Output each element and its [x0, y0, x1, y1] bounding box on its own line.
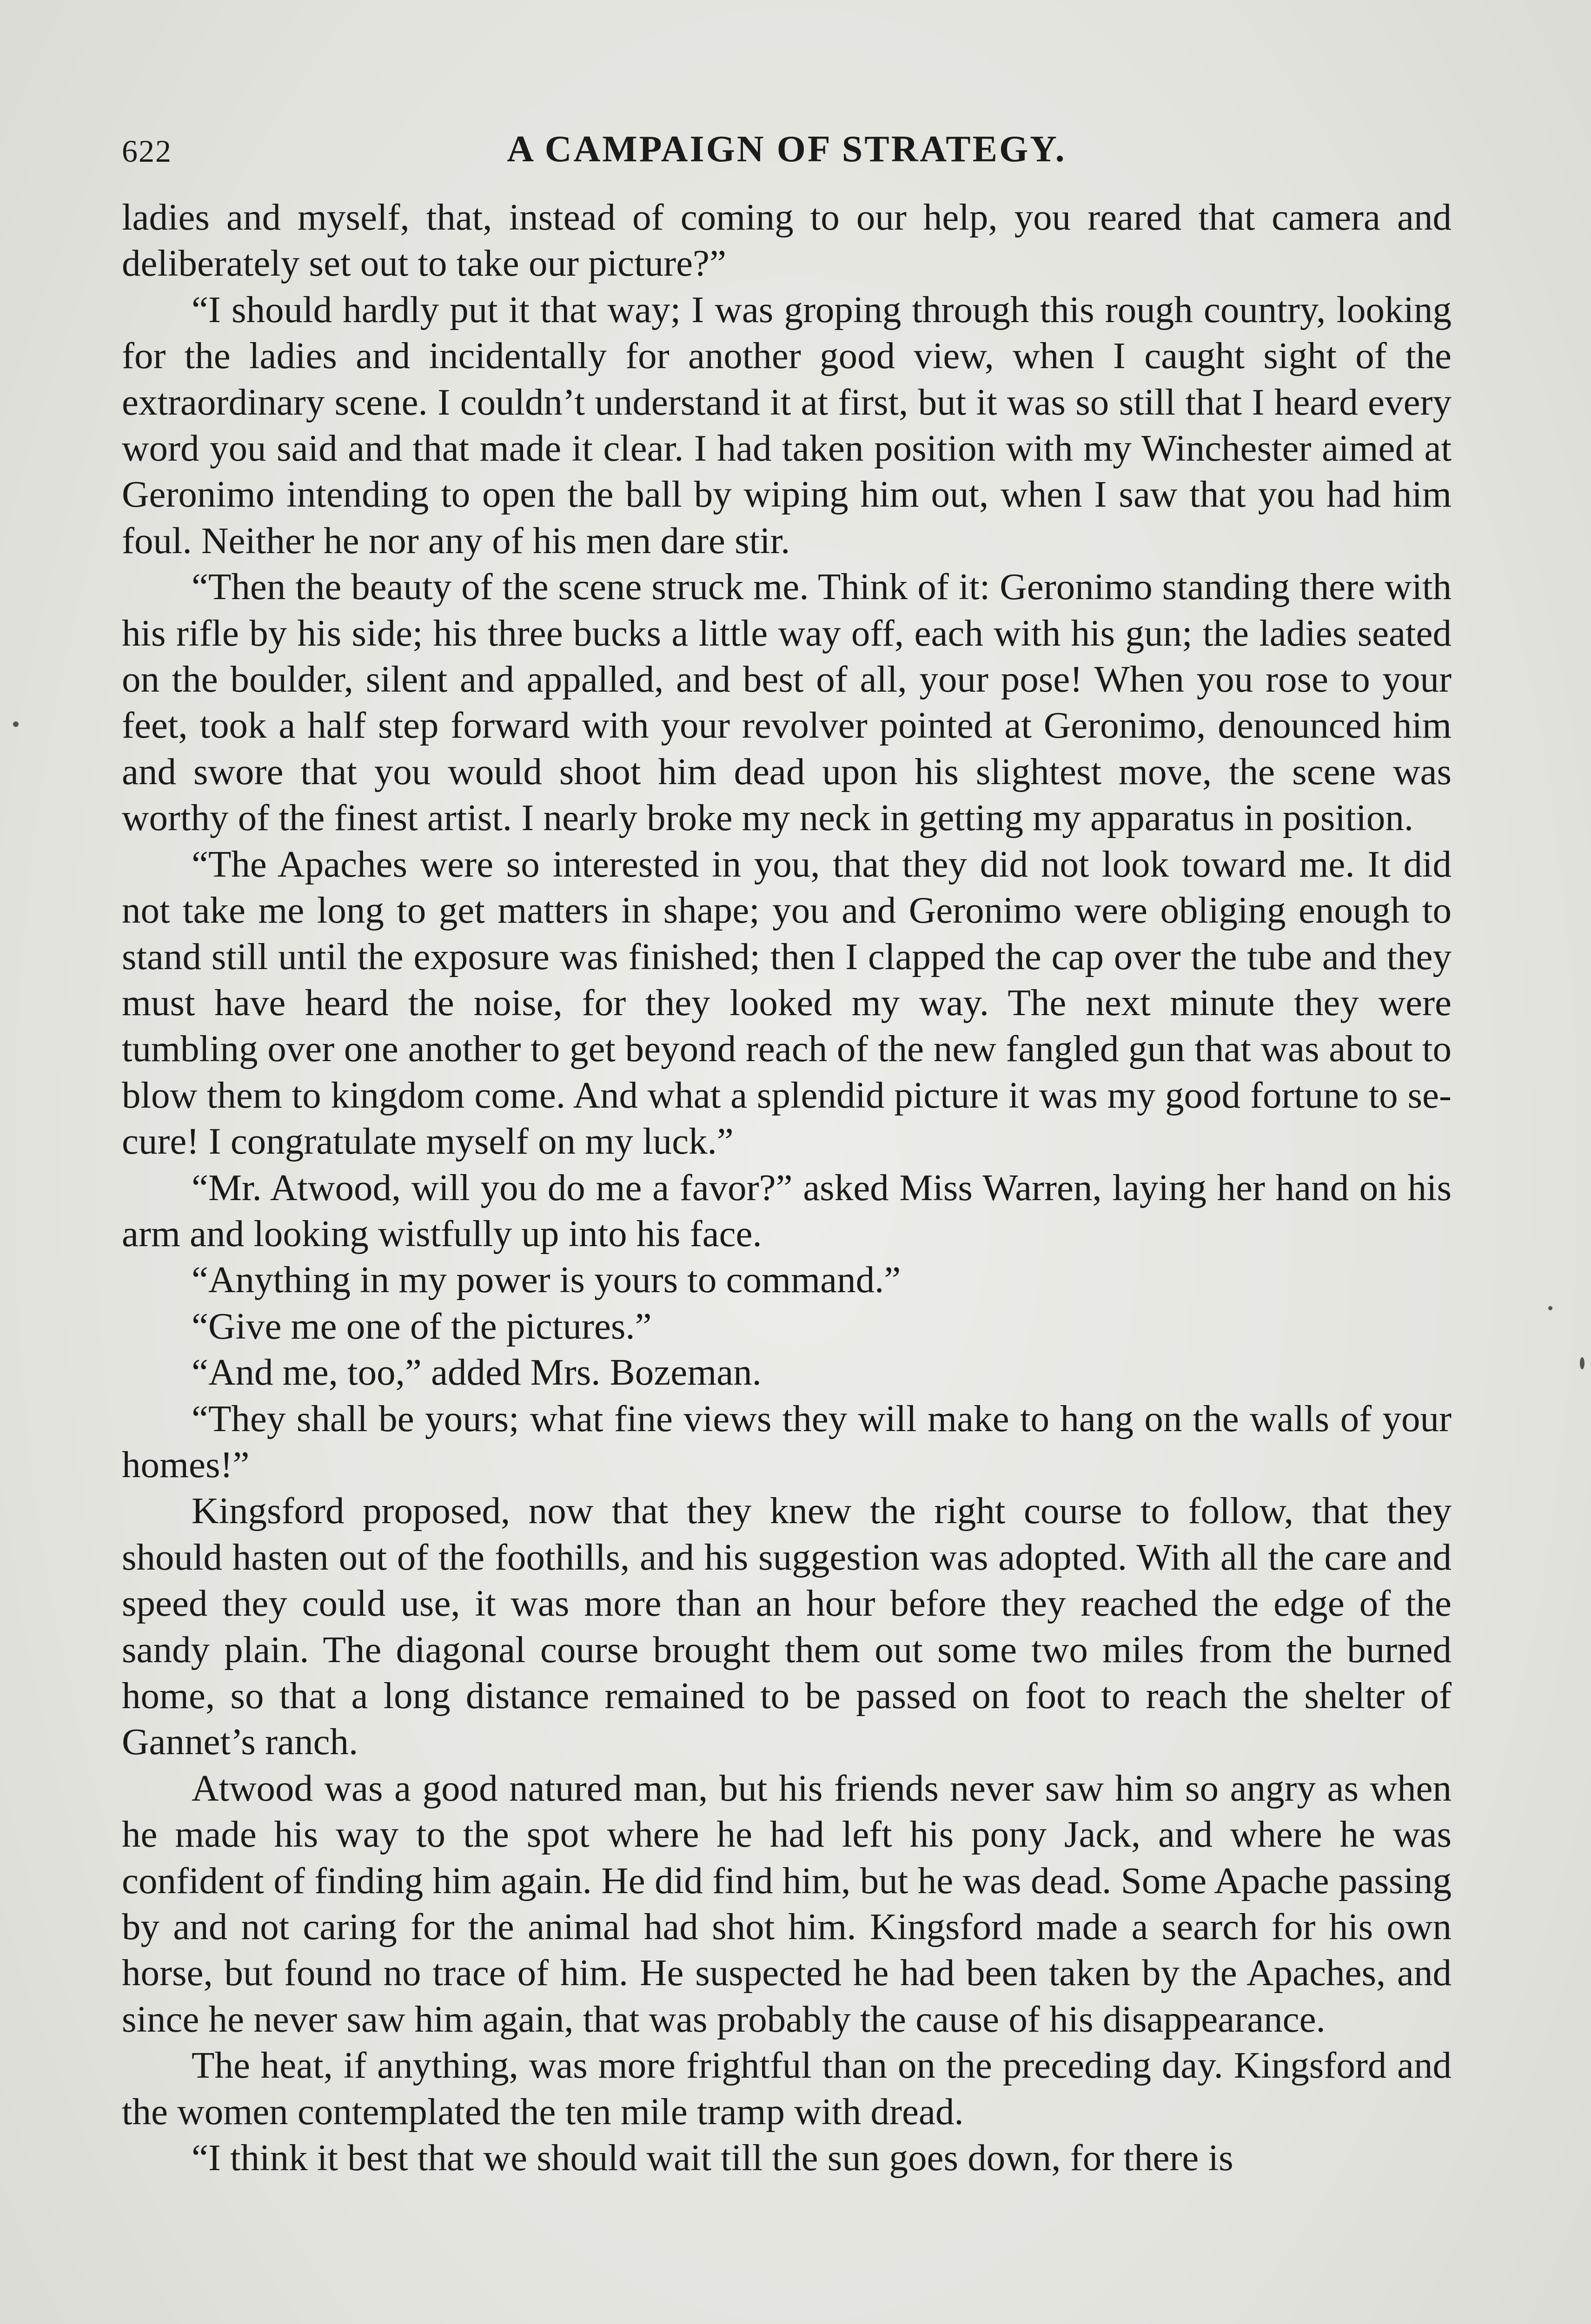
paragraph: “Then the beauty of the scene struck me. Think of it: Geronimo standing there with his rifle by his side; his three bucks a little way off, each with his gun; the ladies seated on the boulder, silent and appalled, and best of all, your pose! When you rose to your feet, took a half step forward with your revolver pointed at Geronimo, denounced him and swore that you would shoot him dead upon his slightest move, the scene was worthy of the finest artist. I nearly broke my neck in getting my apparatus in position.: [122, 566, 1452, 839]
paper-speck: [1580, 1357, 1584, 1369]
paragraph: “And me, too,” added Mrs. Bozeman.: [192, 1351, 762, 1393]
paper-speck: [13, 721, 19, 727]
body-text: [122, 194, 1452, 2181]
paragraph: “Anything in my power is yours to command.”: [192, 1259, 901, 1301]
paragraph: ladies and myself, that, instead of coming to our help, you reared that camera and deliberately set out to take our picture?”: [122, 196, 1452, 284]
running-title: A CAMPAIGN OF STRATEGY.: [507, 129, 1067, 170]
page-header: [122, 125, 1452, 180]
paragraph: “I should hardly put it that way; I was groping through this rough country, looking for the ladies and incidentally for another good view, when I caught sight of the extraordinary scene. I couldn’t understand it at first, but it was so still that I heard every word you said and that made it clear. I had taken position with my Winchester aimed at Geronimo intending to open the ball by wiping him out, when I saw that you had him foul. Neither he nor any of his men dare stir.: [122, 288, 1452, 561]
paragraph: Kingsford proposed, now that they knew the right course to follow, that they should hasten out of the foothills, and his suggestion was adopted. With all the care and speed they could use, it was more than an hour before they reached the edge of the sandy plain. The diagonal course brought them out some two miles from the burned home, so that a long distance remained to be passed on foot to reach the shelter of Gannet’s ranch.: [122, 1490, 1452, 1763]
paragraph: “Give me one of the pictures.”: [192, 1305, 652, 1347]
paragraph: “Mr. Atwood, will you do me a favor?” asked Miss Warren, laying her hand on his arm and looking wistfully up into his face.: [122, 1166, 1452, 1254]
paragraph: Atwood was a good natured man, but his friends never saw him so angry as when he made his way to the spot where he had left his pony Jack, and where he was confident of finding him again. He did find him, but he was dead. Some Apache passing by and not caring for the animal had shot him. Kingsford made a search for his own horse, but found no trace of him. He suspected he had been taken by the Apaches, and since he never saw him again, that was probably the cause of his disappearance.: [122, 1767, 1452, 2040]
paragraph: “I think it best that we should wait till the sun goes down, for there is: [192, 2137, 1233, 2179]
page-number: 622: [122, 133, 172, 169]
paper-speck: [1548, 1306, 1552, 1310]
paragraph: The heat, if anything, was more frightful than on the preceding day. Kingsford and the women contemplated the ten mile tramp with dread.: [122, 2044, 1452, 2133]
paragraph: “The Apaches were so interested in you, that they did not look toward me. It did not take me long to get matters in shape; you and Geronimo were obliging enough to stand still until the exposure was finished; then I clapped the cap over the tube and they must have heard the noise, for they looked my way. The next minute they were tumbling over one another to get beyond reach of the new fangled gun that was about to blow them to kingdom come. And what a splendid picture it was my good fortune to secure! I congratulate myself on my luck.”: [122, 843, 1452, 1162]
paragraph: “They shall be yours; what fine views they will make to hang on the walls of your homes!”: [122, 1397, 1452, 1486]
